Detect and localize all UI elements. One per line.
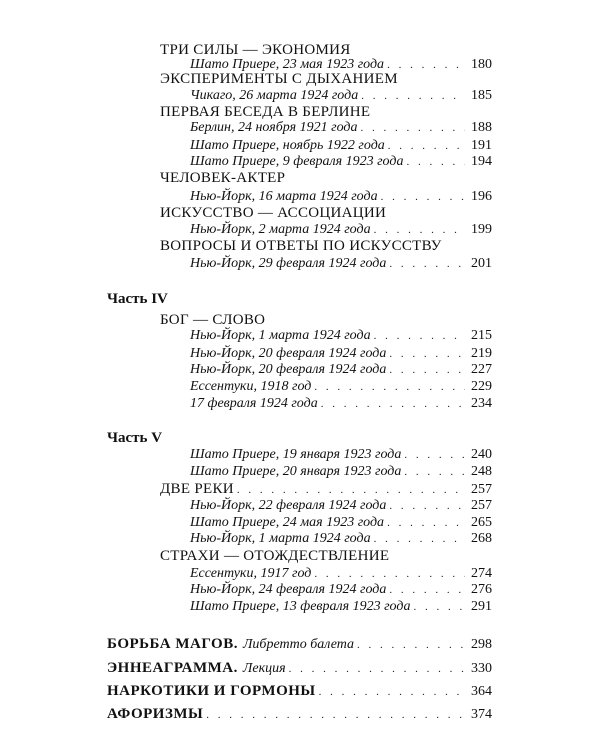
toc-main-subtitle: Либретто балета <box>242 637 355 652</box>
toc-entry-text: Шато Приере, ноябрь 1922 года <box>190 138 385 153</box>
toc-entry-text: Нью-Йорк, 29 февраля 1924 года <box>190 256 387 271</box>
page-number: 291 <box>471 599 492 614</box>
toc-entry-text: Шато Приере, 19 января 1923 года <box>190 447 402 462</box>
part-heading <box>107 291 168 308</box>
leader-dots <box>357 639 465 651</box>
leader-dots <box>374 224 465 236</box>
toc-entry-text: Берлин, 24 ноября 1921 года <box>190 120 358 135</box>
toc-entry-text: Шато Приере, 23 мая 1923 года <box>190 57 385 72</box>
leader-dots <box>321 398 465 410</box>
leader-dots <box>374 533 465 545</box>
page-number: 268 <box>471 531 492 546</box>
toc-entry <box>190 582 492 598</box>
toc-entry <box>190 346 492 362</box>
leader-dots <box>387 517 465 529</box>
toc-entry-text: Шато Приере, 9 февраля 1923 года <box>190 154 404 169</box>
leader-dots <box>388 140 465 152</box>
page-number: 298 <box>471 637 492 652</box>
page-number: 364 <box>471 684 492 699</box>
toc-entry <box>190 498 492 514</box>
leader-dots <box>360 122 465 134</box>
leader-dots <box>404 449 465 461</box>
toc-entry <box>190 599 492 615</box>
toc-entry <box>190 154 492 170</box>
toc-main-entry <box>107 706 492 723</box>
toc-main-entry <box>107 683 492 700</box>
toc-entry-text: Чикаго, 26 марта 1924 года <box>190 88 359 103</box>
toc-entry <box>190 189 492 205</box>
toc-main-title: АФОРИЗМЫ <box>107 706 204 722</box>
toc-heading <box>160 71 398 88</box>
page-number: 374 <box>471 707 492 722</box>
toc-heading-text: БОГ — СЛОВО <box>160 312 266 328</box>
toc-heading-text: ЭКСПЕРИМЕНТЫ С ДЫХАНИЕМ <box>160 71 398 87</box>
leader-dots <box>389 258 465 270</box>
toc-heading-text: ВОПРОСЫ И ОТВЕТЫ ПО ИСКУССТВУ <box>160 238 442 254</box>
page-number: 191 <box>471 138 492 153</box>
toc-entry <box>190 447 492 463</box>
leader-dots <box>387 59 465 71</box>
leader-dots <box>374 330 465 342</box>
toc-entry <box>190 256 492 272</box>
page-number: 276 <box>471 582 492 597</box>
page-number: 257 <box>471 482 492 497</box>
toc-entry <box>190 515 492 531</box>
toc-entry-text: Нью-Йорк, 22 февраля 1924 года <box>190 498 387 513</box>
leader-dots <box>389 348 465 360</box>
page-number: 194 <box>471 154 492 169</box>
toc-main-entry <box>107 636 492 653</box>
toc-main-subtitle: Лекция <box>242 661 286 676</box>
toc-entry-text: Шато Приере, 20 января 1923 года <box>190 464 402 479</box>
page-number: 265 <box>471 515 492 530</box>
leader-dots <box>289 663 465 675</box>
leader-dots <box>389 500 465 512</box>
leader-dots <box>237 484 465 496</box>
toc-entry-text: Нью-Йорк, 24 февраля 1924 года <box>190 582 387 597</box>
leader-dots <box>206 709 465 721</box>
page-number: 199 <box>471 222 492 237</box>
page-number: 257 <box>471 498 492 513</box>
toc-entry <box>190 379 492 395</box>
toc-entry <box>190 328 492 344</box>
leader-dots <box>406 156 465 168</box>
toc-heading <box>160 238 442 255</box>
toc-entry <box>190 464 492 480</box>
toc-entry <box>160 481 492 498</box>
leader-dots <box>319 686 465 698</box>
toc-heading <box>160 205 386 222</box>
part-heading-text: Часть IV <box>107 291 168 307</box>
page-number: 229 <box>471 379 492 394</box>
page-number: 248 <box>471 464 492 479</box>
page-number: 201 <box>471 256 492 271</box>
toc-entry-text: Ессентуки, 1917 год <box>190 566 312 581</box>
page-number: 215 <box>471 328 492 343</box>
toc-entry <box>190 222 492 238</box>
toc-entry <box>190 88 492 104</box>
part-heading-text: Часть V <box>107 430 163 446</box>
page-number: 185 <box>471 88 492 103</box>
toc-heading-text: ПЕРВАЯ БЕСЕДА В БЕРЛИНЕ <box>160 104 371 120</box>
leader-dots <box>314 381 465 393</box>
toc-heading <box>160 104 370 121</box>
toc-entry <box>190 566 492 582</box>
toc-main-title: БОРЬБА МАГОВ. <box>107 636 238 652</box>
page-number: 180 <box>471 57 492 72</box>
leader-dots <box>413 601 465 613</box>
toc-main-entry <box>107 660 492 677</box>
toc-entry <box>190 120 492 136</box>
toc-entry-text: Нью-Йорк, 1 марта 1924 года <box>190 328 371 343</box>
toc-main-title: ЭННЕАГРАММА. <box>107 660 238 676</box>
part-heading <box>107 430 162 447</box>
toc-entry-text: Ессентуки, 1918 год <box>190 379 312 394</box>
toc-entry-text: Нью-Йорк, 20 февраля 1924 года <box>190 346 387 361</box>
toc-entry-text: Нью-Йорк, 1 марта 1924 года <box>190 531 371 546</box>
page-number: 227 <box>471 362 492 377</box>
toc-entry-text: Нью-Йорк, 2 марта 1924 года <box>190 222 371 237</box>
page-number: 274 <box>471 566 492 581</box>
toc-heading-text: ЧЕЛОВЕК-АКТЕР <box>160 170 286 186</box>
toc-heading-text: СТРАХИ — ОТОЖДЕСТВЛЕНИЕ <box>160 548 390 564</box>
toc-heading <box>160 170 285 187</box>
toc-heading-text: ДВЕ РЕКИ <box>160 481 234 497</box>
toc-entry <box>190 396 492 412</box>
toc-entry <box>190 362 492 378</box>
toc-entry-text: Шато Приере, 13 февраля 1923 года <box>190 599 411 614</box>
leader-dots <box>389 584 465 596</box>
page-number: 196 <box>471 189 492 204</box>
toc-entry <box>190 531 492 547</box>
toc-entry-text: Шато Приере, 24 мая 1923 года <box>190 515 385 530</box>
toc-entry-text: Нью-Йорк, 20 февраля 1924 года <box>190 362 387 377</box>
toc-entry-text: 17 февраля 1924 года <box>190 396 318 411</box>
leader-dots <box>389 364 465 376</box>
page-number: 330 <box>471 661 492 676</box>
toc-main-title: НАРКОТИКИ И ГОРМОНЫ <box>107 683 316 699</box>
toc-heading <box>160 548 389 565</box>
page-number: 234 <box>471 396 492 411</box>
leader-dots <box>404 466 465 478</box>
page-number: 219 <box>471 346 492 361</box>
toc-entry <box>190 138 492 154</box>
page-number: 188 <box>471 120 492 135</box>
leader-dots <box>314 568 465 580</box>
toc-heading <box>160 312 265 329</box>
leader-dots <box>381 191 465 203</box>
toc-entry-text: Нью-Йорк, 16 марта 1924 года <box>190 189 378 204</box>
toc-heading-text: ТРИ СИЛЫ — ЭКОНОМИЯ <box>160 42 351 58</box>
leader-dots <box>361 90 465 102</box>
toc-heading-text: ИСКУССТВО — АССОЦИАЦИИ <box>160 205 387 221</box>
page-number: 240 <box>471 447 492 462</box>
